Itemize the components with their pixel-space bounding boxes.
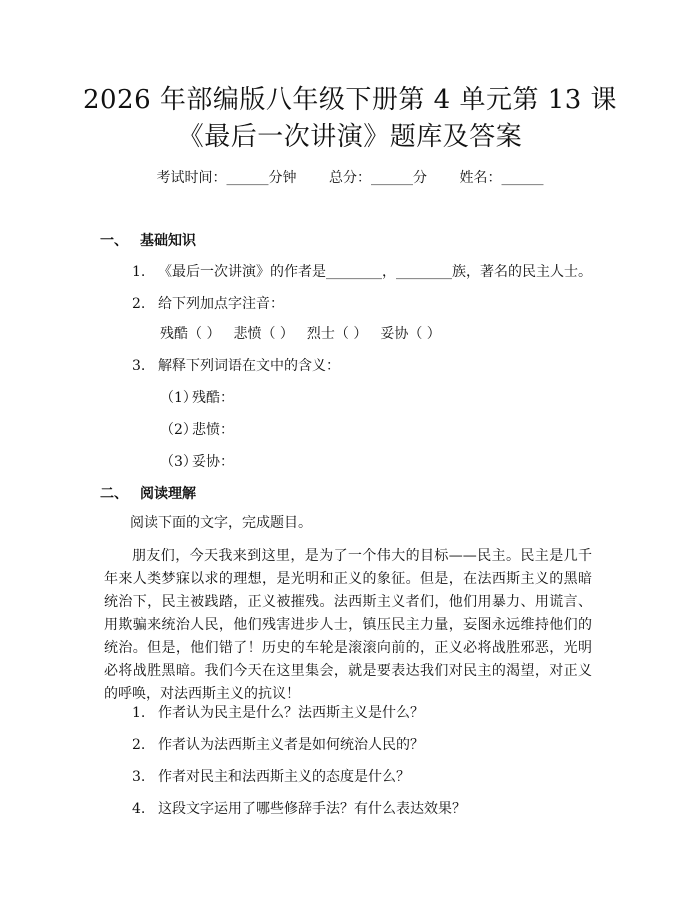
pinyin-item: 烈士（ ） bbox=[306, 326, 368, 342]
question-text: 作者认为法西斯主义者是如何统治人民的？ bbox=[158, 737, 424, 753]
sub-question-2 bbox=[160, 420, 234, 440]
page-title-line1: 2026 年部编版八年级下册第 4 单元第 13 课 bbox=[82, 85, 618, 115]
sub-question-number: （1） bbox=[160, 390, 197, 406]
sub-question-number: （3） bbox=[160, 454, 197, 470]
page-title-line2: 《最后一次讲演》题库及答案 bbox=[177, 122, 523, 152]
section-heading-basic bbox=[100, 231, 196, 251]
sub-question-3 bbox=[160, 452, 234, 472]
sub-question-1 bbox=[160, 388, 234, 408]
section-heading-reading bbox=[100, 484, 196, 504]
question-number: 3. bbox=[132, 358, 146, 374]
reading-question-3 bbox=[132, 767, 410, 787]
section-title: 基础知识 bbox=[140, 233, 196, 249]
reading-question-4 bbox=[132, 799, 466, 819]
question-text: 这段文字运用了哪些修辞手法？有什么表达效果？ bbox=[158, 801, 466, 817]
question-2 bbox=[132, 294, 284, 314]
question-number: 3. bbox=[132, 769, 146, 785]
question-text: 给下列加点字注音： bbox=[158, 296, 284, 312]
question-number: 2. bbox=[132, 296, 146, 312]
reading-passage: 朋友们，今天我来到这里，是为了一个伟大的目标——民主。民主是几千年来人类梦寐以求的理想，是光明和正义的象征。但是，在法西斯主义的黑暗统治下，民主被践踏，正义被摧残。法西斯主义者们，他们用暴力、用谎言、用欺骗来统治人民，他们残害进步人士，镇压民主力量，妄图永远维持他们的统治。但是，他们错了！历史的车轮是滚滚向前的，正义必将战胜邪恶，光明必将战胜黑暗。我们今天在这里集会，就是要表达我们对民主的渴望，对正义的呼唤，对法西斯主义的抗议！ bbox=[104, 548, 592, 702]
pinyin-chars bbox=[160, 324, 454, 344]
section-title: 阅读理解 bbox=[140, 486, 196, 502]
question-1 bbox=[132, 262, 592, 282]
section-number: 一、 bbox=[100, 233, 128, 249]
exam-score: 总分：______分 bbox=[329, 170, 427, 186]
question-3 bbox=[132, 356, 340, 376]
exam-meta bbox=[0, 168, 700, 188]
question-text: 作者认为民主是什么？法西斯主义是什么？ bbox=[158, 705, 424, 721]
pinyin-item: 悲愤（ ） bbox=[233, 326, 294, 342]
student-name: 姓名：______ bbox=[459, 170, 544, 186]
pinyin-item: 残酷（ ） bbox=[160, 326, 221, 342]
question-number: 4. bbox=[132, 801, 146, 817]
reading-instructions: 阅读下面的文字，完成题目。 bbox=[130, 515, 312, 531]
question-text: 解释下列词语在文中的含义： bbox=[158, 358, 340, 374]
reading-question-1 bbox=[132, 703, 424, 723]
question-text: 《最后一次讲演》的作者是________，________族，著名的民主人士。 bbox=[158, 264, 592, 280]
pinyin-item: 妥协（ ） bbox=[380, 326, 441, 342]
sub-question-number: （2） bbox=[160, 422, 197, 438]
question-text: 作者对民主和法西斯主义的态度是什么？ bbox=[158, 769, 410, 785]
question-number: 1. bbox=[132, 264, 146, 280]
sub-question-text: 残酷： bbox=[192, 390, 234, 406]
section-number: 二、 bbox=[100, 486, 128, 502]
question-number: 1. bbox=[132, 705, 146, 721]
sub-question-text: 悲愤： bbox=[192, 422, 234, 438]
exam-time: 考试时间：______分钟 bbox=[156, 170, 297, 186]
reading-question-2 bbox=[132, 735, 424, 755]
question-number: 2. bbox=[132, 737, 146, 753]
sub-question-text: 妥协： bbox=[192, 454, 234, 470]
